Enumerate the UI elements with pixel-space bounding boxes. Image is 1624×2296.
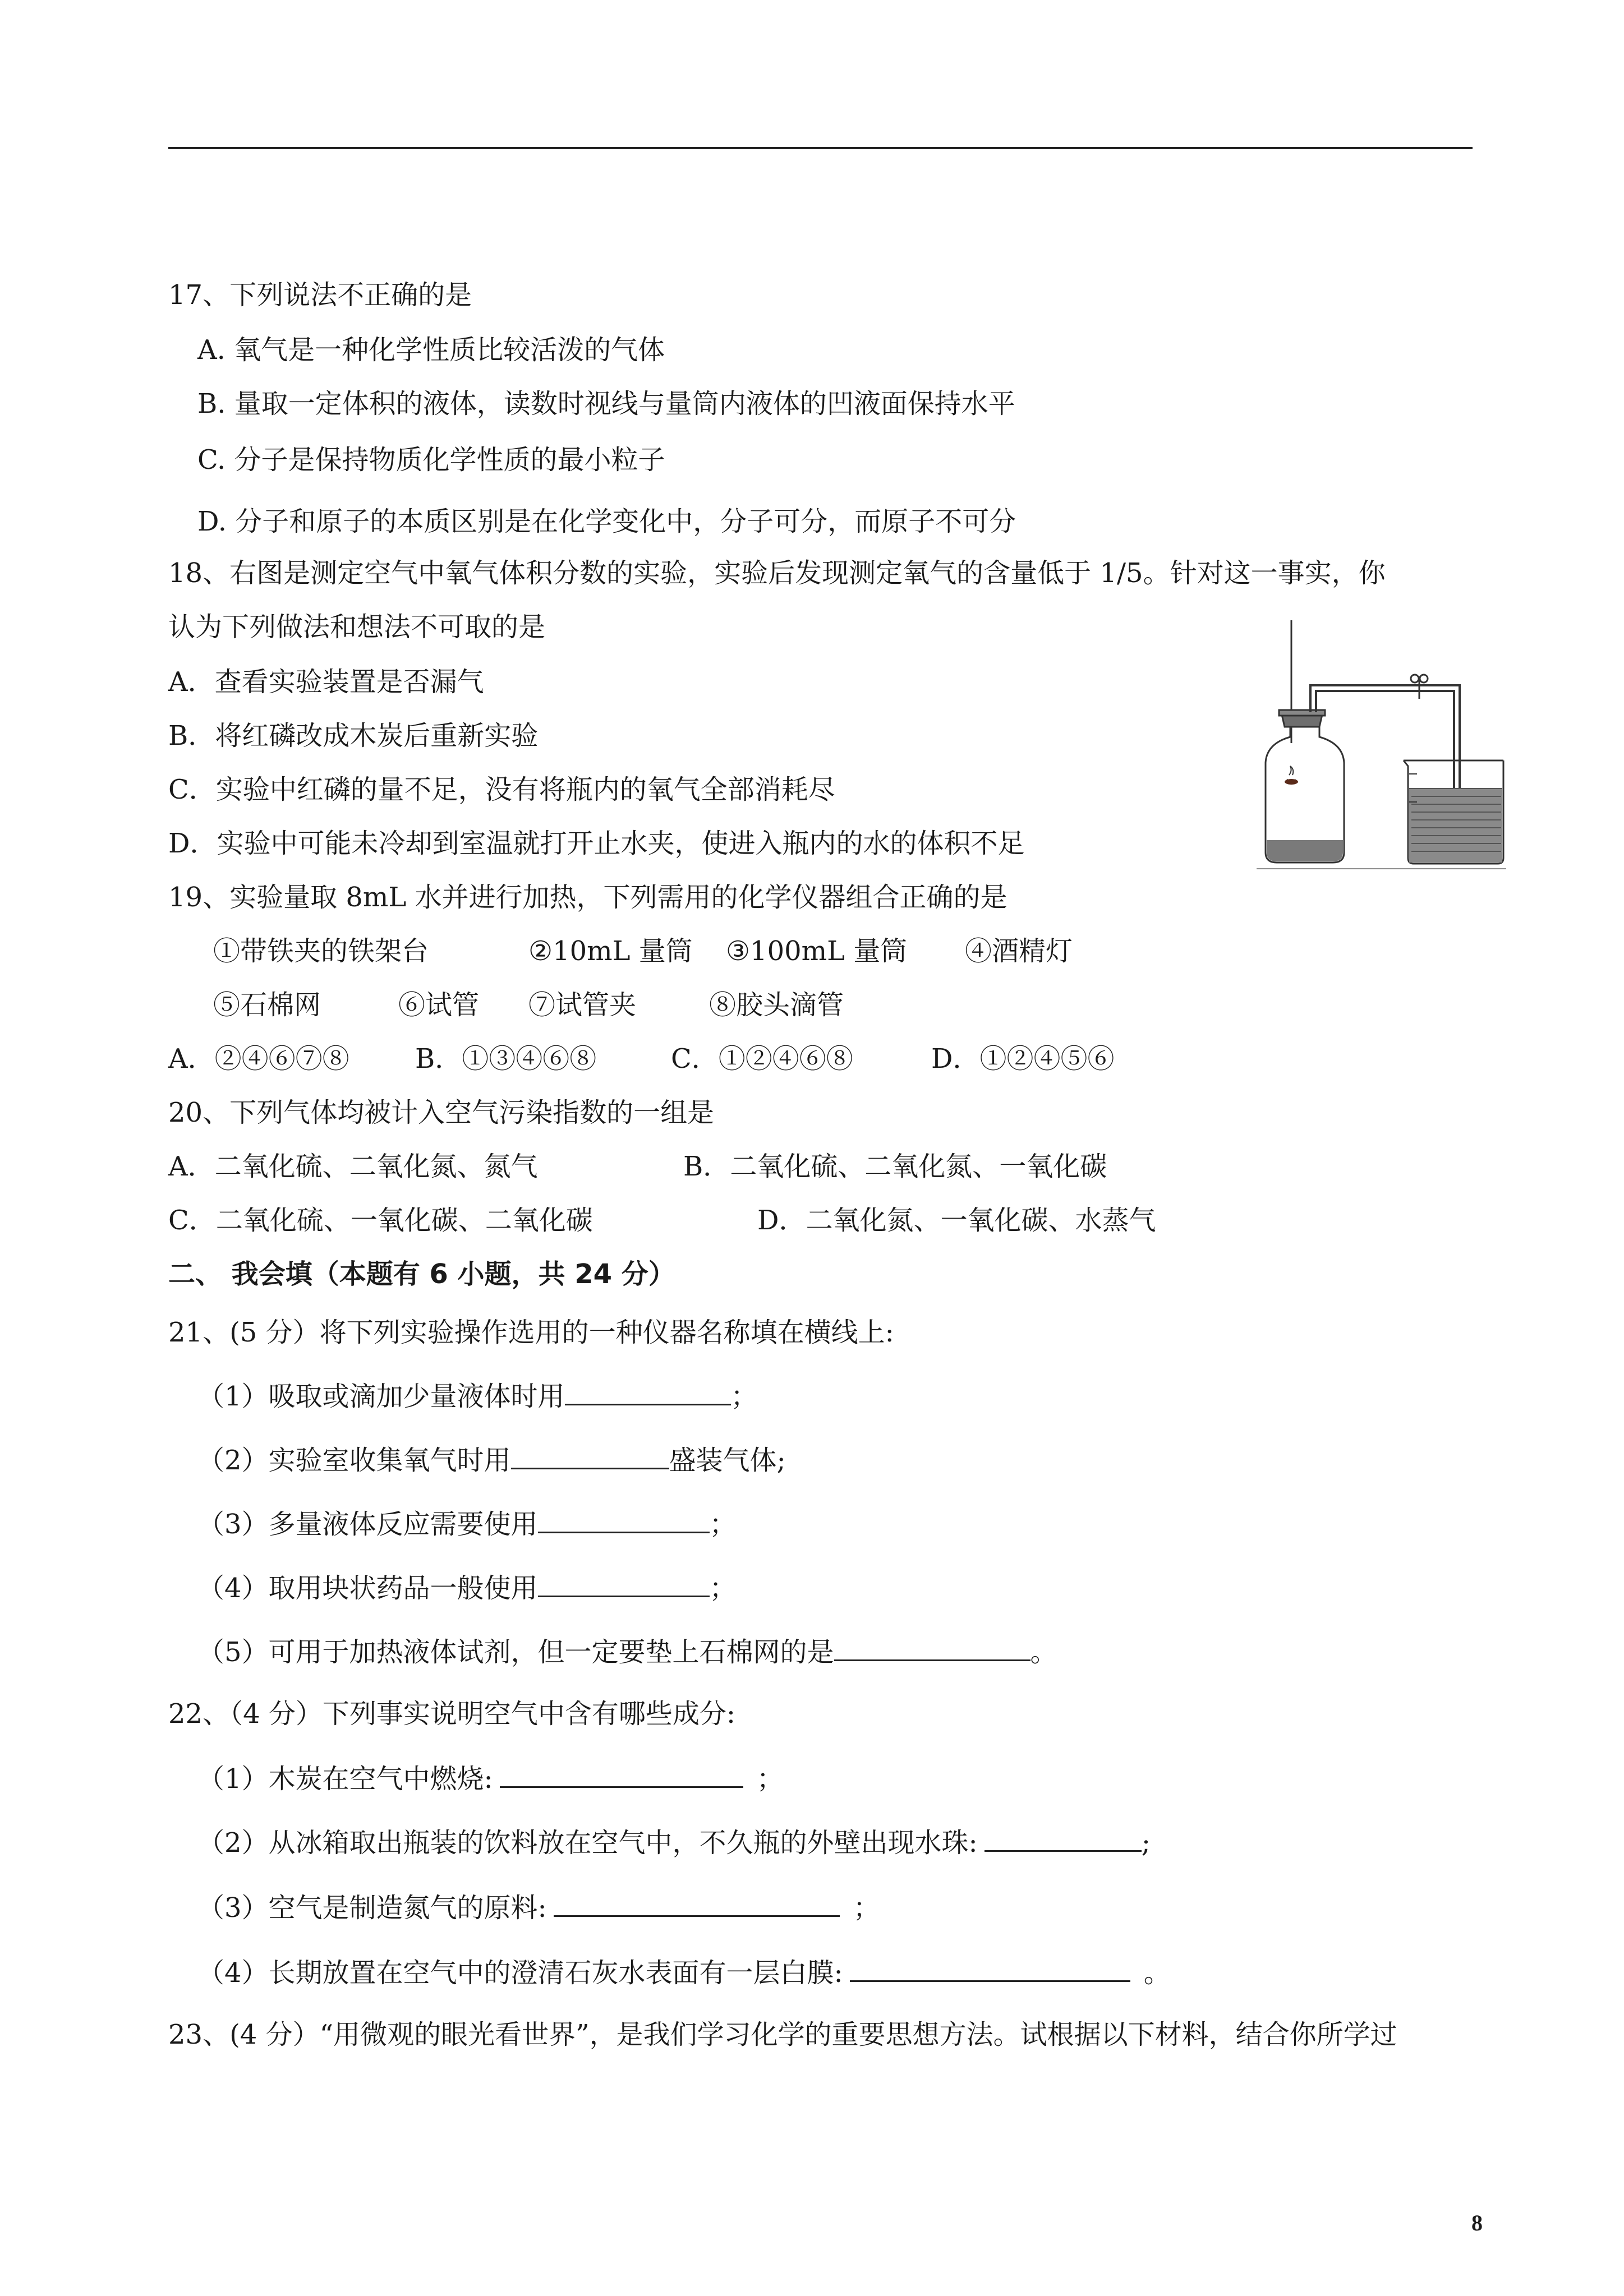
q21-item-5-suffix: 。 (1030, 1636, 1057, 1668)
page-number: 8 (1471, 2210, 1483, 2235)
q19-item-1: ①带铁夹的铁架台 (213, 935, 429, 967)
oxygen-apparatus-figure (1257, 611, 1506, 869)
q18-stem-line2: 认为下列做法和想法不可取的是 (168, 611, 546, 643)
answer-blank[interactable] (984, 1825, 1142, 1852)
q19-item-5: ⑤石棉网 (213, 989, 321, 1021)
q21-item-1-suffix: ； (730, 1381, 758, 1412)
q17-option-d: D. 分子和原子的本质区别是在化学变化中，分子可分，而原子不可分 (197, 506, 1016, 537)
q22-item-4-text: （4）长期放置在空气中的澄清石灰水表面有一层白膜: (197, 1957, 843, 1989)
answer-blank[interactable] (500, 1762, 743, 1788)
q21-item-4-suffix: ； (709, 1573, 737, 1604)
q19-option-d: D．①②④⑤⑥ (931, 1043, 1115, 1075)
q22-stem: 22、（4 分）下列事实说明空气中含有哪些成分: (168, 1698, 736, 1730)
q19-option-a: A．②④⑥⑦⑧ (168, 1043, 349, 1075)
section-heading: 二、 我会填（本题有 6 小题，共 24 分） (168, 1258, 675, 1290)
q17-option-c: C. 分子是保持物质化学性质的最小粒子 (197, 444, 665, 476)
q18-option-d: D．实验中可能未冷却到室温就打开止水夹，使进入瓶内的水的体积不足 (168, 828, 1025, 859)
q21-item-1-text: （1）吸取或滴加少量液体时用 (197, 1381, 565, 1412)
answer-blank[interactable] (538, 1507, 710, 1533)
q20-option-d: D．二氧化氮、一氧化碳、水蒸气 (757, 1205, 1156, 1236)
q22-item-2 (197, 1825, 1151, 1861)
q20-option-a: A．二氧化硫、二氧化氮、氮气 (168, 1151, 538, 1182)
q21-item-3-text: （3）多量液体反应需要使用 (197, 1509, 538, 1540)
q18-option-c: C．实验中红磷的量不足，没有将瓶内的氧气全部消耗尽 (168, 774, 835, 805)
q21-item-5 (197, 1634, 1057, 1670)
q19-item-4: ④酒精灯 (965, 935, 1073, 967)
q22-item-4-suffix: 。 (1143, 1957, 1171, 1989)
q21-item-2-suffix: 盛装气体; (669, 1445, 786, 1476)
q19-item-7: ⑦试管夹 (528, 989, 637, 1021)
q18-option-b: B．将红磷改成木炭后重新实验 (168, 720, 539, 751)
q23-stem: 23、(4 分）“用微观的眼光看世界”，是我们学习化学的重要思想方法。试根据以下材料，结合你所学过 (168, 2019, 1397, 2050)
header-rule (168, 147, 1473, 149)
q17-option-b: B. 量取一定体积的液体，读数时视线与量筒内液体的凹液面保持水平 (197, 388, 1015, 419)
q19-option-b: B．①③④⑥⑧ (415, 1043, 597, 1075)
q22-item-3-suffix: ； (853, 1892, 880, 1924)
q20-option-b: B．二氧化硫、二氧化氮、一氧化碳 (683, 1151, 1107, 1182)
q22-item-2-suffix: ; (1141, 1827, 1151, 1859)
q22-item-4 (197, 1955, 1171, 1991)
q17-option-a: A. 氧气是一种化学性质比较活泼的气体 (197, 334, 665, 366)
q22-item-1-text: （1）木炭在空气中燃烧: (197, 1763, 493, 1795)
answer-blank[interactable] (565, 1379, 731, 1405)
q22-item-3-text: （3）空气是制造氮气的原料: (197, 1892, 547, 1924)
q17-stem: 17、下列说法不正确的是 (168, 279, 472, 311)
q20-option-c: C．二氧化硫、一氧化碳、二氧化碳 (168, 1205, 593, 1236)
q20-stem: 20、下列气体均被计入空气污染指数的一组是 (168, 1097, 715, 1128)
q21-item-2 (197, 1442, 786, 1478)
q18-option-a: A．查看实验装置是否漏气 (168, 666, 484, 698)
q19-item-8: ⑧胶头滴管 (709, 989, 844, 1021)
q19-option-c: C．①②④⑥⑧ (671, 1043, 853, 1075)
q22-item-3 (197, 1890, 880, 1926)
q21-stem: 21、(5 分）将下列实验操作选用的一种仪器名称填在横线上: (168, 1317, 894, 1348)
q21-item-1 (197, 1378, 758, 1414)
q21-item-4 (197, 1570, 737, 1606)
q19-item-3: ③100mL 量筒 (726, 935, 908, 967)
q21-item-5-text: （5）可用于加热液体试剂，但一定要垫上石棉网的是 (197, 1636, 834, 1668)
q21-item-2-text: （2）实验室收集氧气时用 (197, 1445, 511, 1476)
answer-blank[interactable] (554, 1891, 840, 1917)
q22-item-1 (197, 1761, 784, 1797)
q21-item-3 (197, 1506, 737, 1542)
q19-item-6: ⑥试管 (398, 989, 480, 1021)
q22-item-1-suffix: ； (756, 1763, 784, 1795)
answer-blank[interactable] (834, 1635, 1030, 1661)
answer-blank[interactable] (850, 1956, 1130, 1982)
q22-item-2-text: （2）从冰箱取出瓶装的饮料放在空气中，不久瓶的外壁出现水珠: (197, 1827, 978, 1859)
q19-stem: 19、实验量取 8mL 水并进行加热，下列需用的化学仪器组合正确的是 (168, 882, 1007, 913)
q19-item-2: ②10mL 量筒 (528, 935, 693, 967)
q21-item-3-suffix: ； (709, 1509, 737, 1540)
answer-blank[interactable] (511, 1443, 669, 1469)
q21-item-4-text: （4）取用块状药品一般使用 (197, 1573, 538, 1604)
answer-blank[interactable] (538, 1571, 710, 1597)
q18-stem-line1: 18、右图是测定空气中氧气体积分数的实验，实验后发现测定氧气的含量低于 1/5。针对这一事实，你 (168, 557, 1386, 589)
